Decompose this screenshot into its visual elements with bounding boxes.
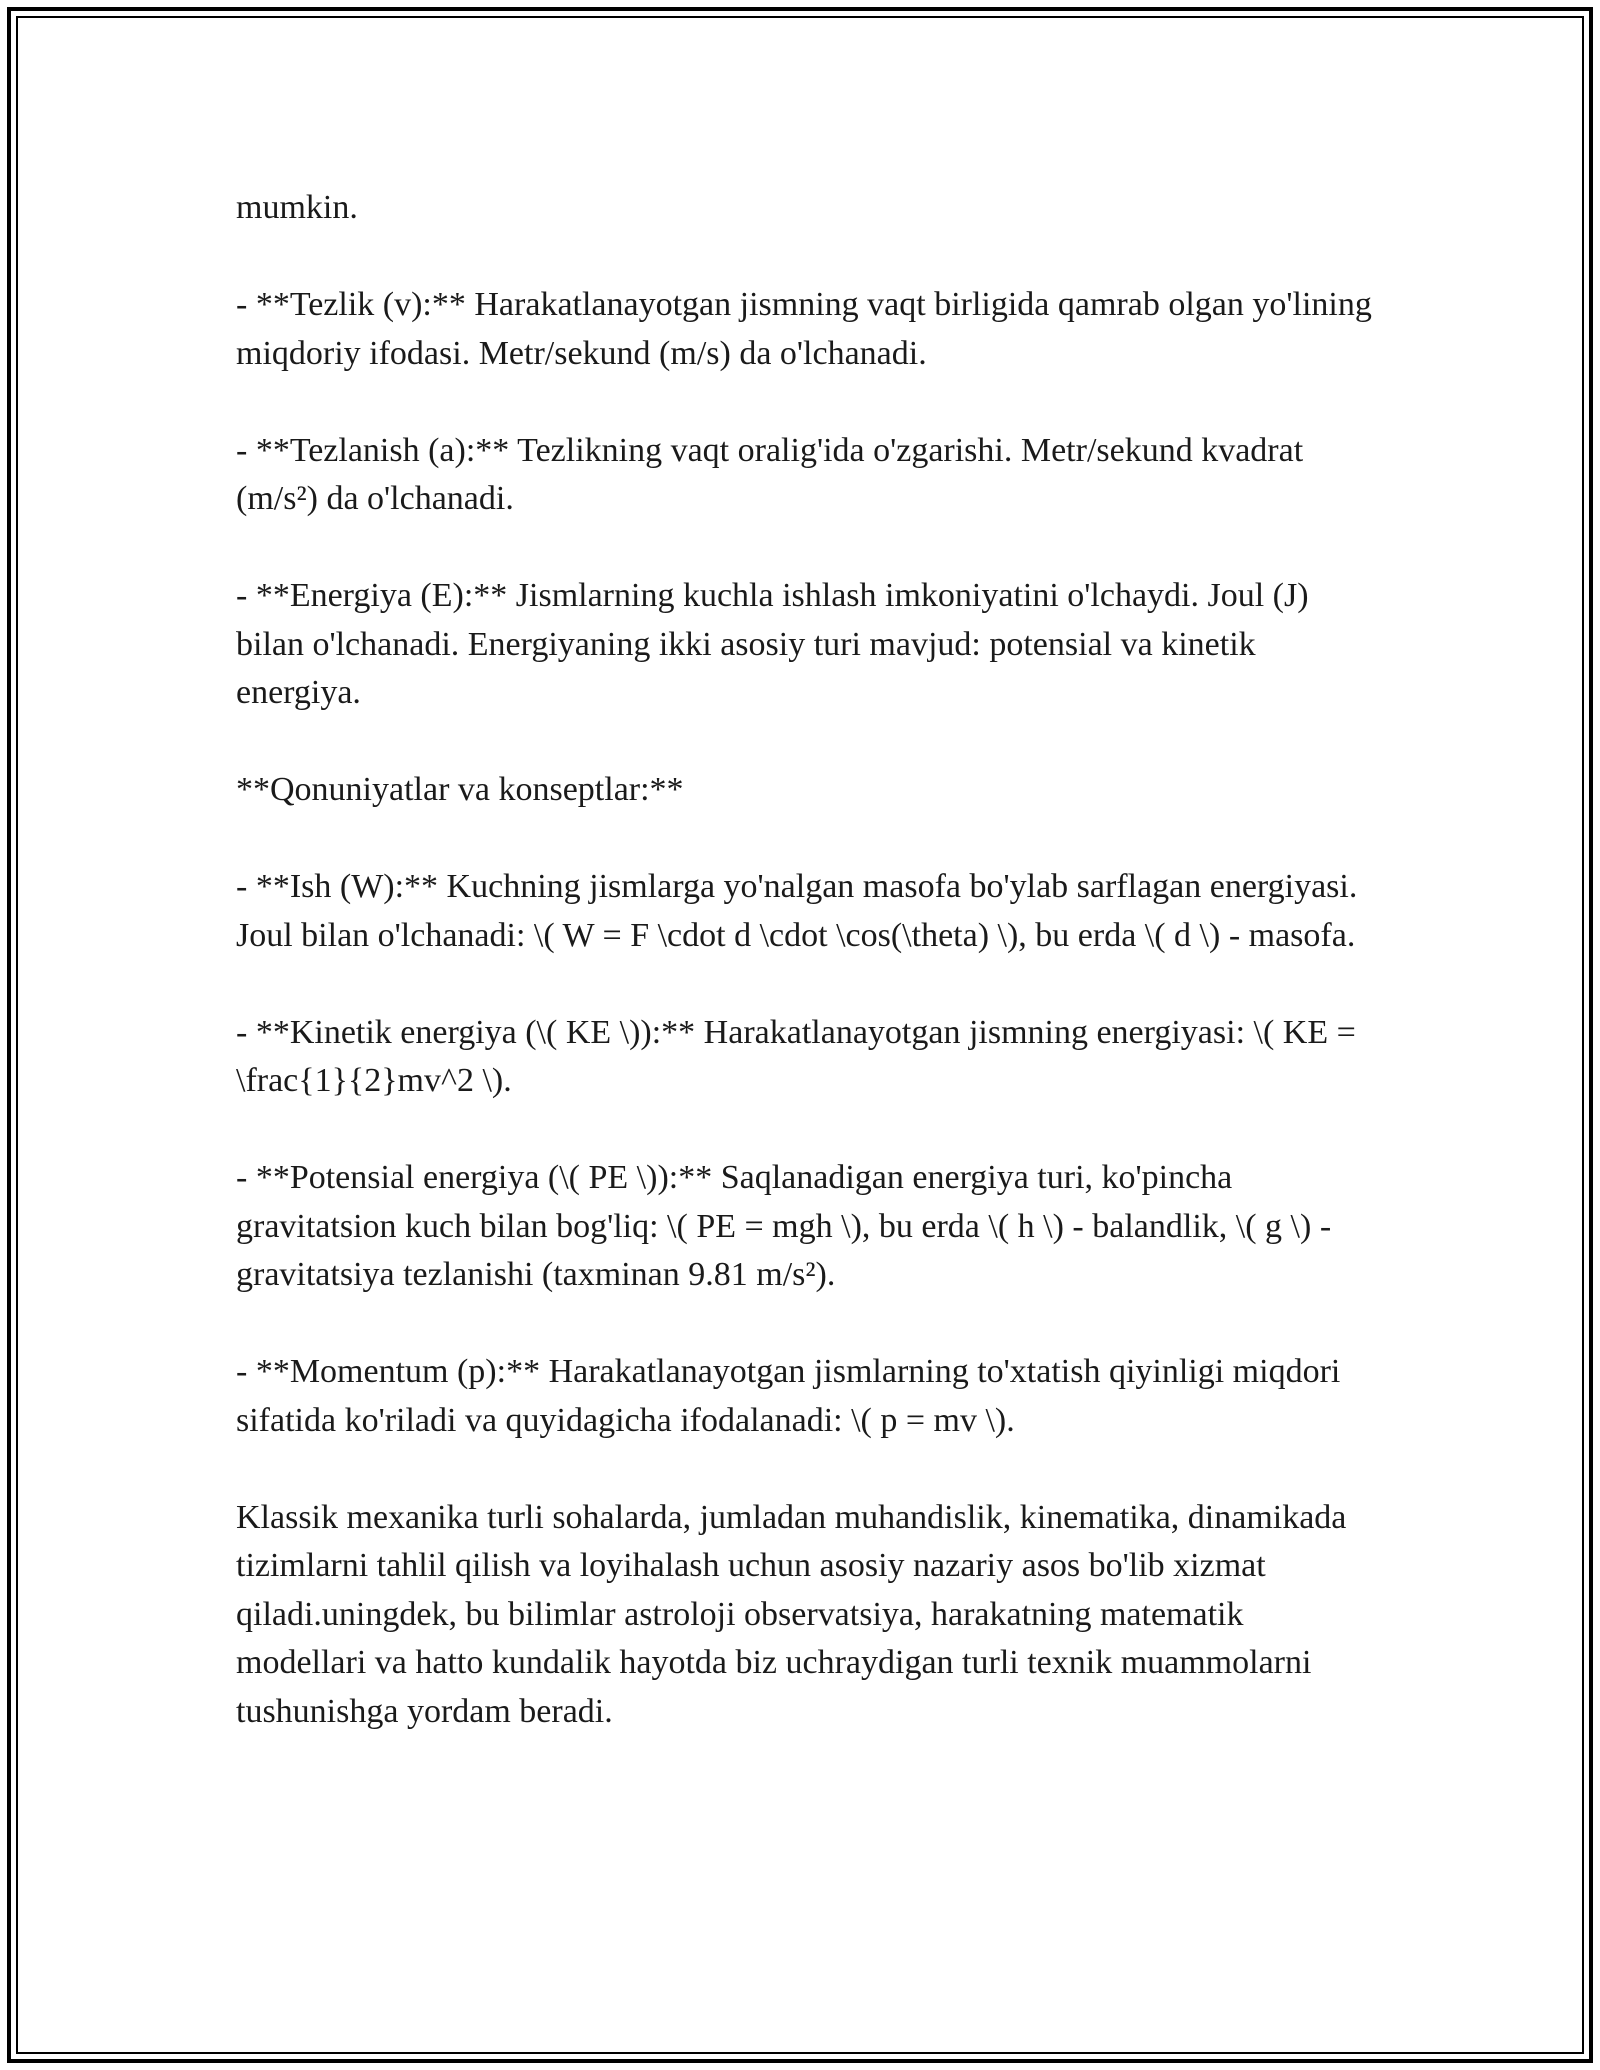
- paragraph-potensial-energiya: - **Potensial energiya (\( PE \)):** Saqlanadigan energiya turi, ko'pincha gravitatsion kuch bilan bog'liq: \( PE = mgh \), bu erda \( h \) - balandlik, \( g \) - gravitatsiya tezlanishi (taxminan 9.81 m/s²).: [236, 1159, 1340, 1293]
- document-body: [236, 184, 1381, 1785]
- paragraph-tezlanish: - **Tezlanish (a):** Tezlikning vaqt oralig'ida o'zgarishi. Metr/sekund kvadrat (m/s²) da o'lchanadi.: [236, 431, 1312, 517]
- paragraph-kinetik-energiya: - **Kinetik energiya (\( KE \)):** Harakatlanayotgan jismning energiyasi: \( KE = \frac{1}{2}mv^2 \).: [236, 1013, 1365, 1099]
- paragraph-ish: - **Ish (W):** Kuchning jismlarga yo'nalgan masofa bo'ylab sarflagan energiyasi. Joul bilan o'lchanadi: \( W = F \cdot d \cdot \cos(\theta) \), bu erda \( d \) - masofa.: [236, 868, 1366, 954]
- paragraph-energiya: - **Energiya (E):** Jismlarning kuchla ishlash imkoniyatini o'lchaydi. Joul (J) bilan o'lchanadi. Energiyaning ikki asosiy turi mavjud: potensial va kinetik energiya.: [236, 577, 1318, 711]
- paragraph-continuation: mumkin.: [236, 189, 358, 226]
- paragraph-tezlik: - **Tezlik (v):** Harakatlanayotgan jismning vaqt birligida qamrab olgan yo'lining miqdoriy ifodasi. Metr/sekund (m/s) da o'lchanadi.: [236, 286, 1381, 372]
- paragraph-momentum: - **Momentum (p):** Harakatlanayotgan jismlarning to'xtatish qiyinligi miqdori sifatida ko'riladi va quyidagicha ifodalanadi: \( p = mv \).: [236, 1353, 1349, 1439]
- paragraph-conclusion: Klassik mexanika turli sohalarda, jumladan muhandislik, kinematika, dinamikada tizimlarni tahlil qilish va loyihalash uchun asosiy nazariy asos bo'lib xizmat qiladi.uningdek, bu bilimlar astroloji observatsiya, harakatning matematik modellari va hatto kundalik hayotda biz uchraydigan turli texnik muammolarni tushunishga yordam beradi.: [236, 1498, 1355, 1730]
- section-heading-qonuniyatlar: **Qonuniyatlar va konseptlar:**: [236, 771, 684, 808]
